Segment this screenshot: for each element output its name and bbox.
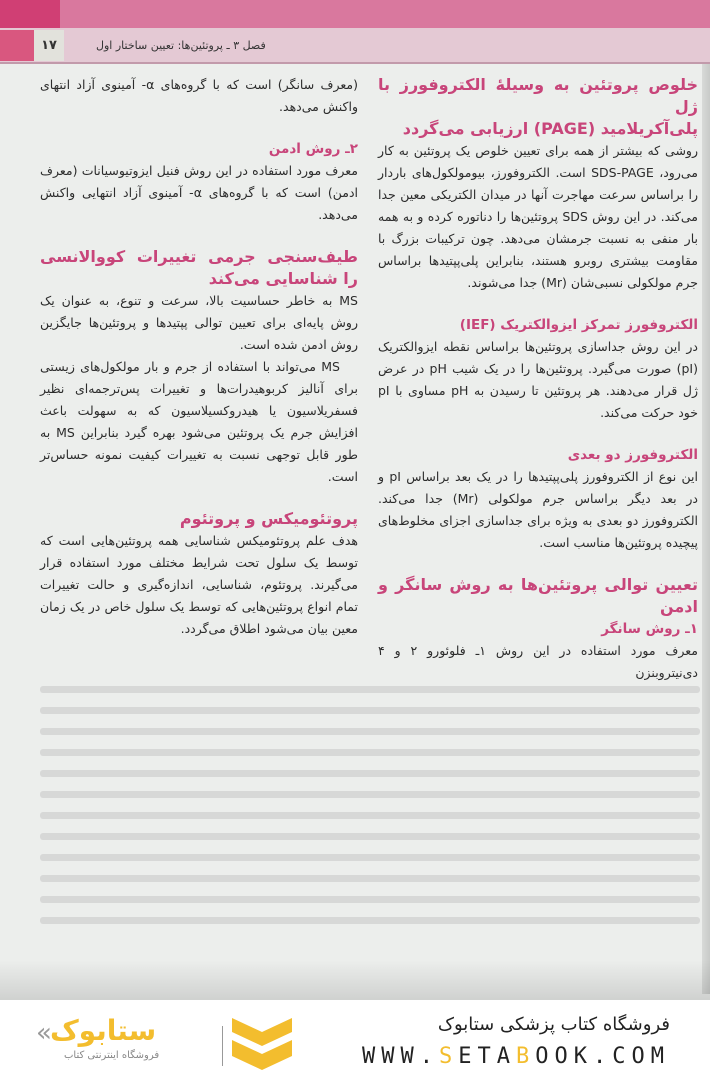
right-column <box>378 74 698 684</box>
header-divider <box>0 62 710 64</box>
top-color-band <box>0 0 710 28</box>
paragraph-proteomics: هدف علم پروتئومیکس شناسایی همه پروتئین‌هایی است که توسط یک سلول تحت شرایط مختلف مورد استفاده قرار می‌گیرند. پروتئوم، شناسایی، اندازه‌گیری و حالت تغییرات تمام انواع پروتئین‌هایی که توسط یک سلول خاص در یک زمان معین بیان می‌شود اطلاق می‌گردد. <box>40 533 358 636</box>
chapter-title: فصل ۳ ـ پروتئین‌ها: تعیین ساختار اول <box>96 39 266 52</box>
section-heading-page-line2: پلی‌آکریلامید (PAGE) ارزیابی می‌گردد <box>402 119 698 138</box>
section-heading-page: خلوص پروتئین به وسیلهٔ الکتروفورز با ژل <box>378 75 698 116</box>
section-heading-ms: طیف‌سنجی جرمی تغییرات کووالانسی را شناسایی می‌کند <box>40 247 358 288</box>
watermark-footer <box>0 1000 710 1080</box>
running-header <box>0 28 710 62</box>
url-accent: S <box>439 1044 459 1069</box>
url-part: OOK.COM <box>535 1044 670 1069</box>
left-column <box>40 74 358 640</box>
chevron-emblem-icon <box>232 1018 292 1070</box>
paragraph-sanger-cont: (معرف سانگر) است که با گروه‌های α- آمینوی آزاد انتهای واکنش می‌دهد. <box>40 77 359 114</box>
top-band-accent <box>0 0 60 28</box>
paragraph-edman: معرف مورد استفاده در این روش فنیل ایزوتیوسیانات (معرف ادمن) است که با گروه‌های α- آمینوی آزاد انتهایی واکنش می‌دهد. <box>40 163 358 222</box>
section-heading-2d: الکتروفورز دو بعدی <box>567 447 698 463</box>
faded-bleedthrough-text <box>40 672 700 992</box>
setabook-logo <box>36 1012 276 1072</box>
subheading-sanger: ۱ـ روش سانگر <box>601 621 698 637</box>
section-heading-proteomics: پروتئومیکس و پروتئوم <box>179 509 358 528</box>
url-part: WWW. <box>362 1044 440 1069</box>
page-bottom-shadow <box>0 960 710 1000</box>
logo-tagline: فروشگاه اینترنتی کتاب <box>64 1050 160 1061</box>
section-heading-sequencing: تعیین توالی پروتئین‌ها به روش سانگر و ادمن <box>378 575 698 616</box>
header-accent-block <box>0 30 34 61</box>
logo-divider <box>222 1026 223 1066</box>
paragraph-ief: در این روش جداسازی پروتئین‌ها براساس نقطه ایزوالکتریک (pI) صورت می‌گیرد. پروتئین‌ها را در یک شیب pH در عرض ژل قرار می‌دهند. هر پروتئین تا رسیدن به pH مساوی با pI خود حرکت می‌کند. <box>378 339 699 420</box>
subheading-edman: ۲ـ روش ادمن <box>268 141 358 157</box>
double-chevron-icon: « <box>36 1018 52 1048</box>
paragraph-sds-page: روشی که بیشتر از همه برای تعیین خلوص یک پروتئین به کار می‌رود، SDS-PAGE است. الکتروفورز، بیومولکول‌های باردار را براساس سرعت مهاجرت آنها در میدان الکتریکی معین جدا می‌کند. در این روش SDS پروتئین‌ها را دناتوره کرده و به همه بار منفی به نسبت جرمشان می‌دهد. چون ترکیبات بزرگ با مقاومت بیشتری روبرو هستند، بنابراین پلی‌پپتیدها براساس جرم مولکولی نسبی‌شان (Mr) جدا می‌شوند. <box>378 143 698 290</box>
logo-wordmark: ستابوک <box>50 1014 157 1047</box>
paragraph-2d: این نوع از الکتروفورز پلی‌پپتیدها را در یک بعد براساس pI و در بعد دیگر براساس جرم مولکولی (Mr) جدا می‌کند. الکتروفورز دو بعدی به ویژه برای جداسازی اجزای مخلوط‌های پیچیده پروتئین‌ها مناسب است. <box>378 469 698 550</box>
page-spine-edge <box>702 64 710 994</box>
section-heading-ief: الکتروفورز تمرکز ایزوالکتریک (IEF) <box>459 317 698 333</box>
page-number: ۱۷ <box>34 30 64 61</box>
url-accent: B <box>516 1044 536 1069</box>
paragraph-ms-1: MS به خاطر حساسیت بالا، سرعت و تنوع، به عنوان یک روش پایه‌ای برای تعیین توالی پپتیدها و پروتئین‌ها جایگزین روش ادمن شده است. <box>40 293 358 352</box>
store-url[interactable] <box>362 1044 670 1069</box>
paragraph-ms-2: MS می‌تواند با استفاده از جرم و بار مولکول‌های زیستی برای آنالیز کربوهیدرات‌ها و تغییرات پس‌ترجمه‌ای نظیر فسفریلاسیون یا هیدروکسیلاسیون که به سهولت باعث افزایش جرم یک پروتئین می‌شود بهره گیرد بنابراین MS به طور قابل توجهی نسبت به تغییرات کیفیت نمونه حساس‌تر است. <box>40 359 358 484</box>
url-part: ETA <box>458 1044 517 1069</box>
store-name: فروشگاه کتاب پزشکی ستابوک <box>437 1014 670 1035</box>
paragraph-sanger: معرف مورد استفاده در این روش ۱ـ فلوئورو ۲ و ۴ دی‌نیتروبنزن <box>378 643 698 680</box>
